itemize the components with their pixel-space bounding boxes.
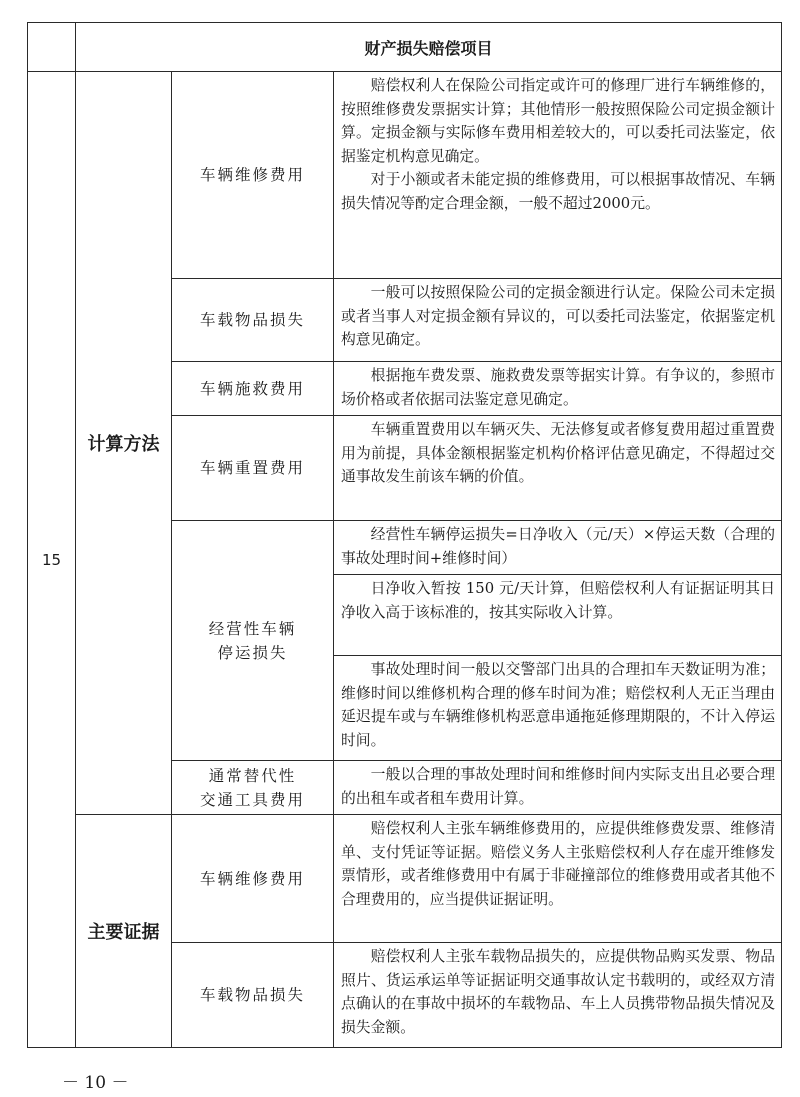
table-row bbox=[28, 815, 782, 943]
description-paragraph: 事故处理时间一般以交警部门出具的合理扣车天数证明为准；维修时间以维修机构合理的修车时间为准；赔偿权利人无正当理由延迟提车或与车辆维修机构恶意串通拖延修理期限的，不计入停运时间。 bbox=[341, 661, 776, 749]
description-paragraph: 车辆重置费用以车辆灭失、无法修复或者修复费用超过重置费用为前提，具体金额根据鉴定机构价格评估意见确定，不得超过交通事故发生前该车辆的价值。 bbox=[341, 421, 776, 486]
description-paragraph: 对于小额或者未能定损的维修费用，可以根据事故情况、车辆损失情况等酌定合理金额，一般不超过2000元。 bbox=[341, 171, 776, 212]
item-name: 车辆施救费用 bbox=[172, 362, 334, 416]
item-name: 车辆维修费用 bbox=[172, 815, 334, 943]
section-label-calculation: 计算方法 bbox=[76, 72, 172, 815]
item-name-line: 停运损失 bbox=[217, 643, 288, 662]
item-description bbox=[334, 575, 782, 656]
item-description bbox=[334, 815, 782, 943]
item-description bbox=[334, 72, 782, 279]
item-description bbox=[334, 416, 782, 521]
description-paragraph: 赔偿权利人主张车载物品损失的，应提供物品购买发票、物品照片、货运承运单等证据证明交通事故认定书载明的，或经双方清点确认的在事故中损坏的车载物品、车上人员携带物品损失情况及损失金额。 bbox=[341, 948, 776, 1036]
row-number: 15 bbox=[28, 72, 76, 1048]
item-name bbox=[172, 521, 334, 761]
item-name-line: 交通工具费用 bbox=[199, 790, 305, 809]
description-paragraph: 日净收入暂按 150 元/天计算，但赔偿权利人有证据证明其日净收入高于该标准的，按其实际收入计算。 bbox=[341, 580, 776, 621]
item-name-line: 经营性车辆 bbox=[208, 619, 297, 638]
item-name: 车辆维修费用 bbox=[172, 72, 334, 279]
page-number: － 10 － bbox=[62, 1073, 129, 1093]
item-name: 车载物品损失 bbox=[172, 943, 334, 1048]
compensation-table bbox=[27, 22, 782, 1048]
description-paragraph: 根据拖车费发票、施救费发票等据实计算。有争议的，参照市场价格或者依据司法鉴定意见确定。 bbox=[341, 367, 776, 408]
section-label-evidence: 主要证据 bbox=[76, 815, 172, 1048]
item-name-line: 通常替代性 bbox=[208, 766, 297, 785]
header-blank-cell bbox=[28, 23, 76, 72]
table-title: 财产损失赔偿项目 bbox=[76, 23, 782, 72]
item-name: 车辆重置费用 bbox=[172, 416, 334, 521]
item-description bbox=[334, 362, 782, 416]
table-row bbox=[28, 72, 782, 279]
description-paragraph: 经营性车辆停运损失=日净收入（元/天）×停运天数（合理的事故处理时间+维修时间） bbox=[341, 526, 776, 567]
item-description bbox=[334, 279, 782, 362]
description-paragraph: 一般可以按照保险公司的定损金额进行认定。保险公司未定损或者当事人对定损金额有异议的，可以委托司法鉴定，依据鉴定机构意见确定。 bbox=[341, 284, 776, 349]
description-paragraph: 一般以合理的事故处理时间和维修时间内实际支出且必要合理的出租车或者租车费用计算。 bbox=[341, 766, 776, 807]
item-description bbox=[334, 656, 782, 761]
description-paragraph: 赔偿权利人主张车辆维修费用的，应提供维修费发票、维修清单、支付凭证等证据。赔偿义务人主张赔偿权利人存在虚开维修发票情形，或者维修费用中有属于非碰撞部位的维修费用或者其他不合理费用的，应当提供证据证明。 bbox=[341, 820, 776, 908]
description-paragraph: 赔偿权利人在保险公司指定或许可的修理厂进行车辆维修的，按照维修费发票据实计算；其他情形一般按照保险公司定损金额计算。定损金额与实际修车费用相差较大的，可以委托司法鉴定，依据鉴定机构意见确定。 bbox=[341, 77, 776, 165]
item-description bbox=[334, 761, 782, 815]
item-name bbox=[172, 761, 334, 815]
item-description bbox=[334, 521, 782, 575]
item-name: 车载物品损失 bbox=[172, 279, 334, 362]
item-description bbox=[334, 943, 782, 1048]
table-header-row bbox=[28, 23, 782, 72]
